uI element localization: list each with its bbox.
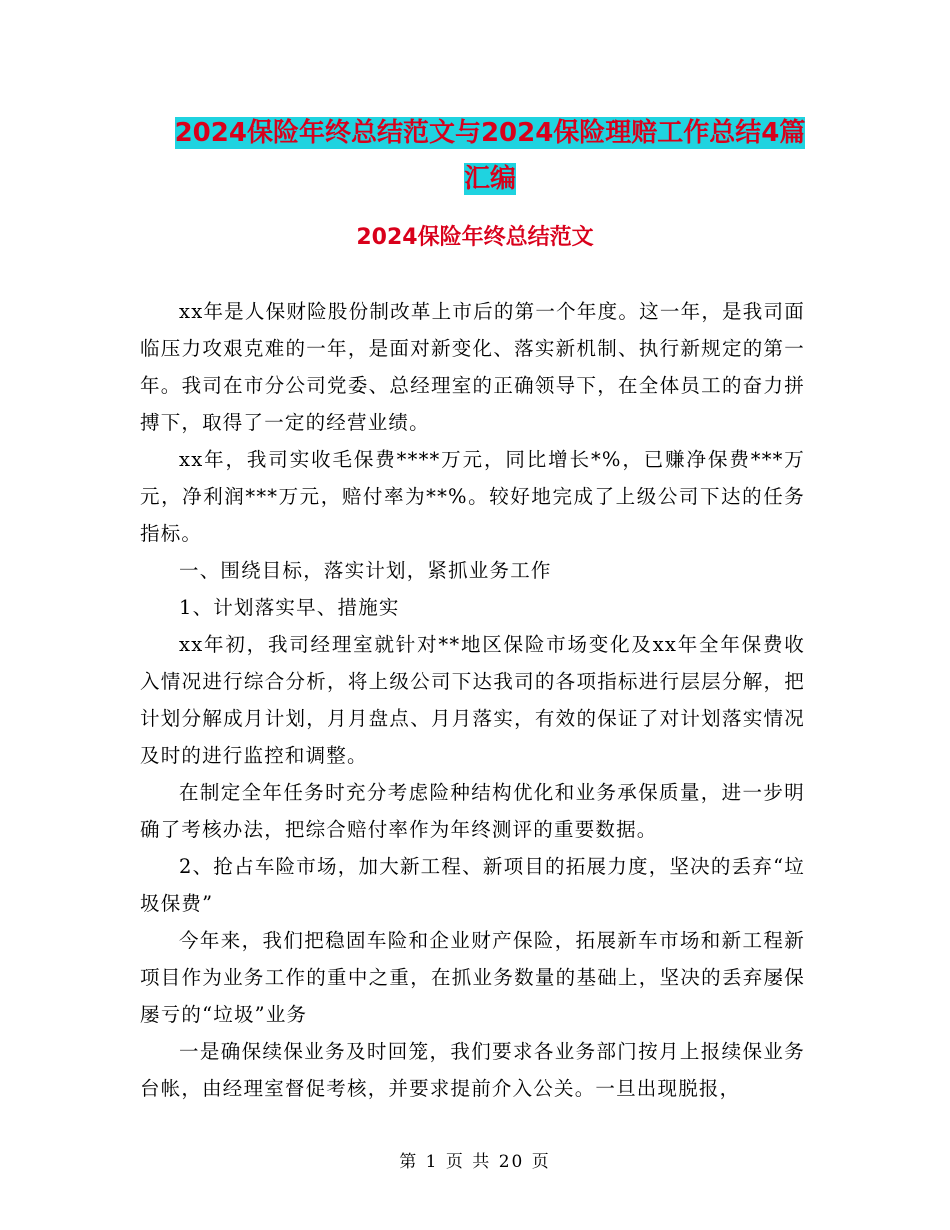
paragraph: 一、围绕目标，落实计划，紧抓业务工作 (179, 559, 552, 582)
paragraph: xx年是人保财险股份制改革上市后的第一个年度。这一年，是我司面临压力攻艰克难的一年，是面对新变化、落实新机制、执行新规定的第一年。我司在市分公司党委、总经理室的正确领导下，在全体员工的奋力拼搏下，取得了一定的经营业绩。 (140, 300, 805, 434)
paragraph: 一是确保续保业务及时回笼，我们要求各业务部门按月上报续保业务台帐，由经理室督促考核，并要求提前介入公关。一旦出现脱报， (140, 1040, 805, 1100)
page-footer: 第 1 页 共 20 页 (399, 1152, 551, 1172)
document-title-line1: 2024保险年终总结范文与2024保险理赔工作总结4篇 (174, 118, 806, 148)
paragraph: 2、抢占车险市场，加大新工程、新项目的拓展力度，坚决的丢弃“垃圾保费” (140, 855, 805, 915)
paragraph: 1、计划落实早、措施实 (179, 596, 400, 619)
document-title (150, 110, 830, 202)
paragraph: 在制定全年任务时充分考虑险种结构优化和业务承保质量，进一步明确了考核办法，把综合赔付率作为年终测评的重要数据。 (140, 781, 805, 841)
document-title-line2: 汇编 (463, 164, 516, 194)
paragraph: xx年初，我司经理室就针对**地区保险市场变化及xx年全年保费收入情况进行综合分析，将上级公司下达我司的各项指标进行层层分解，把计划分解成月计划，月月盘点、月月落实，有效的保证了对计划落实情况及时的进行监控和调整。 (140, 633, 805, 767)
paragraph: 今年来，我们把稳固车险和企业财产保险，拓展新车市场和新工程新项目作为业务工作的重中之重，在抓业务数量的基础上，坚决的丢弃屡保屡亏的“垃圾”业务 (140, 929, 805, 1026)
section-title: 2024保险年终总结范文 (356, 225, 594, 250)
body-text (140, 293, 805, 1107)
paragraph: xx年，我司实收毛保费****万元，同比增长*%，已赚净保费***万元，净利润***万元，赔付率为**%。较好地完成了上级公司下达的任务指标。 (140, 448, 805, 545)
